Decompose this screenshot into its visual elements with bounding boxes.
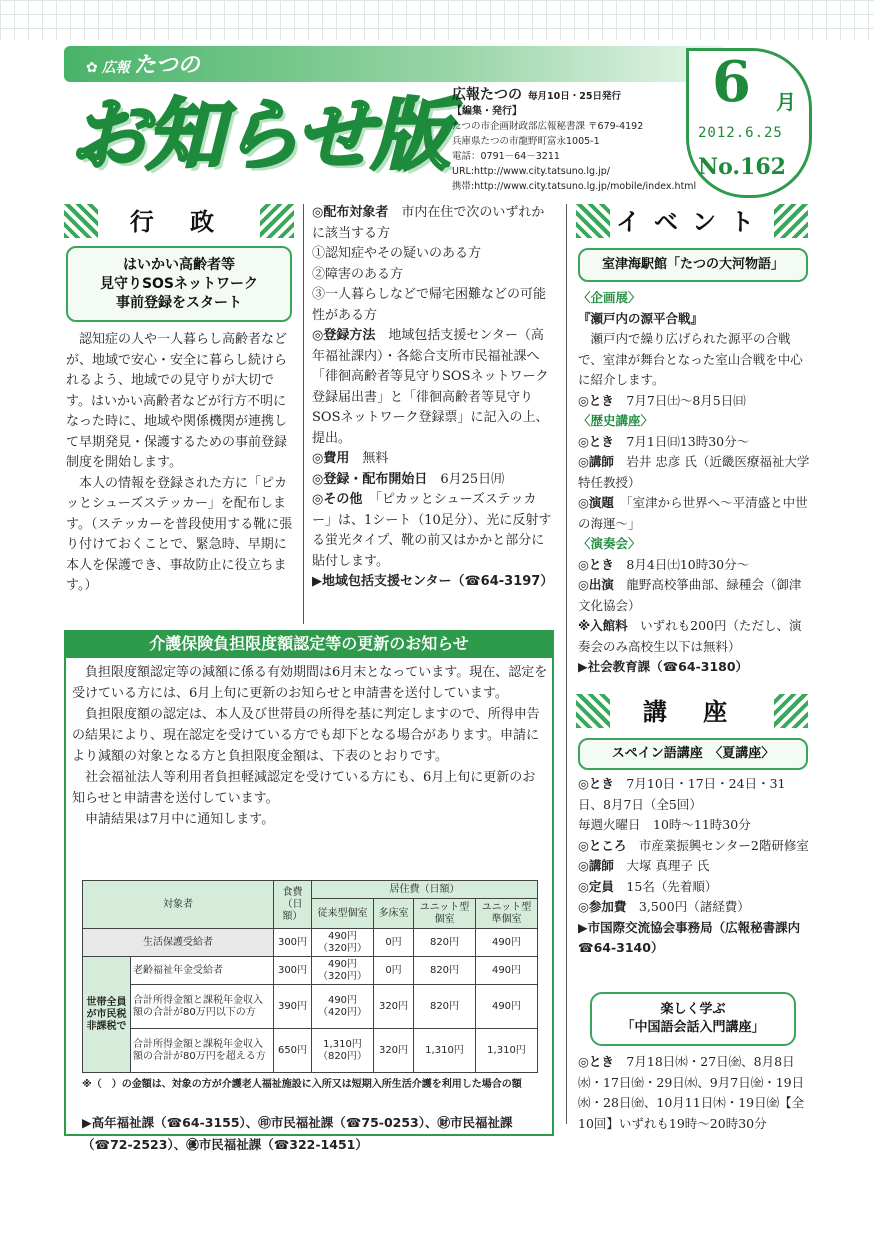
course-title-box-2: 楽しく学ぶ 「中国語会話入門講座」 <box>590 992 796 1046</box>
masthead-logo: ✿ 広報 たつの <box>86 53 200 78</box>
course-body-1: ◎とき 7月10日・17日・24日・31日、8月7日（全5回） 毎週火曜日 10時～11時30分 ◎ところ 市産業振興センター2階研修室 ◎講師 大塚 真理子 氏 ◎定員 15名（先着順） ◎参加費 3,500円（諸経費） ▶市国際交流協会事務局（広報秘書課内☎64-3140） <box>578 774 810 959</box>
event-contact[interactable]: ▶社会教育課（☎64-3180） <box>578 659 749 674</box>
article-body-col1: 認知症の人や一人暮らし高齢者などが、地域で安心・安全に暮らし続けられるよう、地域での見守りが大切です。はいかい高齢者などが行方不明になった時に、地域や関係機関が連携して早期発見・保護するための事前登録制度を開始します。 本人の情報を登録された方に「ピカッとシューズステッカー」を配布します。（ステッカーを普段使用する靴に張り付けておくことで、緊急時、早期に本人を保護でき、事故防止に役立ちます。） <box>66 332 293 593</box>
course-title-box: スペイン語講座 〈夏講座〉 <box>578 738 808 770</box>
issue-number: No.162 <box>698 154 786 180</box>
course-contact[interactable]: ▶市国際交流協会事務局（広報秘書課内☎64-3140） <box>578 919 801 955</box>
article-title-box: はいかい高齢者等 見守りSOSネットワーク 事前登録をスタート <box>66 246 292 322</box>
kaigo-section-title: 介護保険負担限度額認定等の更新のお知らせ <box>64 630 554 658</box>
issue-month: 6 <box>712 49 751 115</box>
issue-month-suffix: 月 <box>776 90 796 114</box>
publisher-info: 広報たつの 毎月10日・25日発行 【編集・発行】 たつの市企画財政部広報秘書課 〒679-4192 兵庫県たつの市龍野町富永1005-1 電話：0791－64－3211 URL:http://www.city.tatsuno.lg.jp/ 携帯:http://www.city.tatsuno.lg.jp/mobile/index.html <box>452 87 697 192</box>
table-row: 世帯全員が市民税非課税で 老齢福祉年金受給者 300円 490円（320円） 0円 820円 490円 <box>83 957 538 985</box>
event-body: 〈企画展〉 『瀬戸内の源平合戦』 瀬戸内で繰り広げられた源平の合戦で、室津が舞台となった室山合戦を中心に紹介します。 ◎とき 7月7日㈯～8月5日㈰ 〈歴史講座〉 ◎とき 7月1日㈰13時30分～ ◎講師 岩井 忠彦 氏（近畿医療福祉大学特任教授） ◎演題 「室津から世界へ～平清盛と中世の海運～」 〈演奏会〉 ◎とき 8月4日㈯10時30分～ ◎出演 龍野高校箏曲部、緑種会（御津文化協会） ※入館料 いずれも200円（ただし、演奏会のみ高校生以下は無料） ▶社会教育課（☎64-3180） <box>578 288 810 678</box>
article-body-col2: ◎配布対象者 市内在住で次のいずれかに該当する方 ①認知症やその疑いのある方 ②障害のある方 ③一人暮らしなどで帰宅困難などの可能性がある方 ◎登録方法 地域包括支援センター（高年福祉課内）・各総合支所市民福祉課へ「徘徊高齢者等見守りSOSネットワーク登録届出書」と「徘徊高齢者等見守りSOSネットワーク登録票」に記入の上、提出。 ◎費用 無料 ◎登録・配布開始日 6月25日㈪ ◎その他 「ピカッとシューズステッカー」は、1シート（10足分）、光に反射する蛍光タイプ、靴の前又はかかと部分に貼付します。 ▶地域包括支援センター（☎64-3197） <box>312 203 556 593</box>
issue-date: 2012.6.25 <box>698 125 783 141</box>
column-divider <box>303 204 304 624</box>
section-head-event: イベント <box>576 204 808 240</box>
course-body-2: ◎とき 7月18日㈬・27日㈮、8月8日㈬・17日㈮・29日㈬、9月7日㈮・19日㈬・28日㈮、10月11日㈭・19日㈮【全10回】いずれも19時～20時30分 <box>578 1054 805 1131</box>
table-row: 合計所得金額と課税年金収入額の合計が80万円以下の方 390円 490円（420円） 320円 820円 490円 <box>83 985 538 1029</box>
kaigo-table: 対象者 食費（日額） 居住費（日額） 従来型個室 多床室 ユニット型個室 ユニット型準個室 生活保護受給者 300円 490円（320円） 0円 820円 490円 世帯全員が市民税非課税で 老齢福祉年金受給者 300円 490円（320円） 0円 820円 490円 合計所得金額と課税年金収入額の合計が80万円以下の方 390円 490円（420円） 320円 820円 490円 合計所得金額と課税年金収入額の合計が80万円を超える方 650円 1,310円（820円） 320円 1,310円 1,310円 <box>82 880 538 1073</box>
section-head-course: 講 座 <box>576 694 808 730</box>
page-title: お知らせ版 <box>70 91 448 181</box>
table-row: 合計所得金額と課税年金収入額の合計が80万円を超える方 650円 1,310円（820円） 320円 1,310円 1,310円 <box>83 1029 538 1073</box>
kaigo-note: ※（ ）の金額は、対象の方が介護老人福祉施設に入所又は短期入所生活介護を利用した場合の額 <box>82 1079 522 1090</box>
kaigo-contact[interactable]: ▶高年福祉課（☎64-3155）、㊞市民福祉課（☎75-0253）、㊖市民福祉課（☎72-2523）、㊝市民福祉課（☎322-1451） <box>82 1115 513 1152</box>
event-title-box: 室津海駅館「たつの大河物語」 <box>578 248 808 282</box>
column-divider-right <box>566 204 567 1124</box>
contact-link[interactable]: ▶地域包括支援センター（☎64-3197） <box>312 574 554 589</box>
table-row: 生活保護受給者 300円 490円（320円） 0円 820円 490円 <box>83 929 538 957</box>
kaigo-body: 負担限度額認定等の減額に係る有効期間は6月末となっています。現在、認定を受けている方には、6月上旬に更新のお知らせと申請書を送付しています。 負担限度額の認定は、本人及び世帯員の所得を基に判定しますので、所得申告の結果により、現在認定を受けている方でも却下となる場合があります。申請により減額の対象となる方と負担限度金額は、下表のとおりです。 社会福祉法人等利用者負担軽減認定を受けている方にも、6月上旬に更新のお知らせと申請書を送付しています。 申請結果は7月中に通知します。 <box>72 665 548 827</box>
section-head-admin: 行 政 <box>64 204 294 240</box>
